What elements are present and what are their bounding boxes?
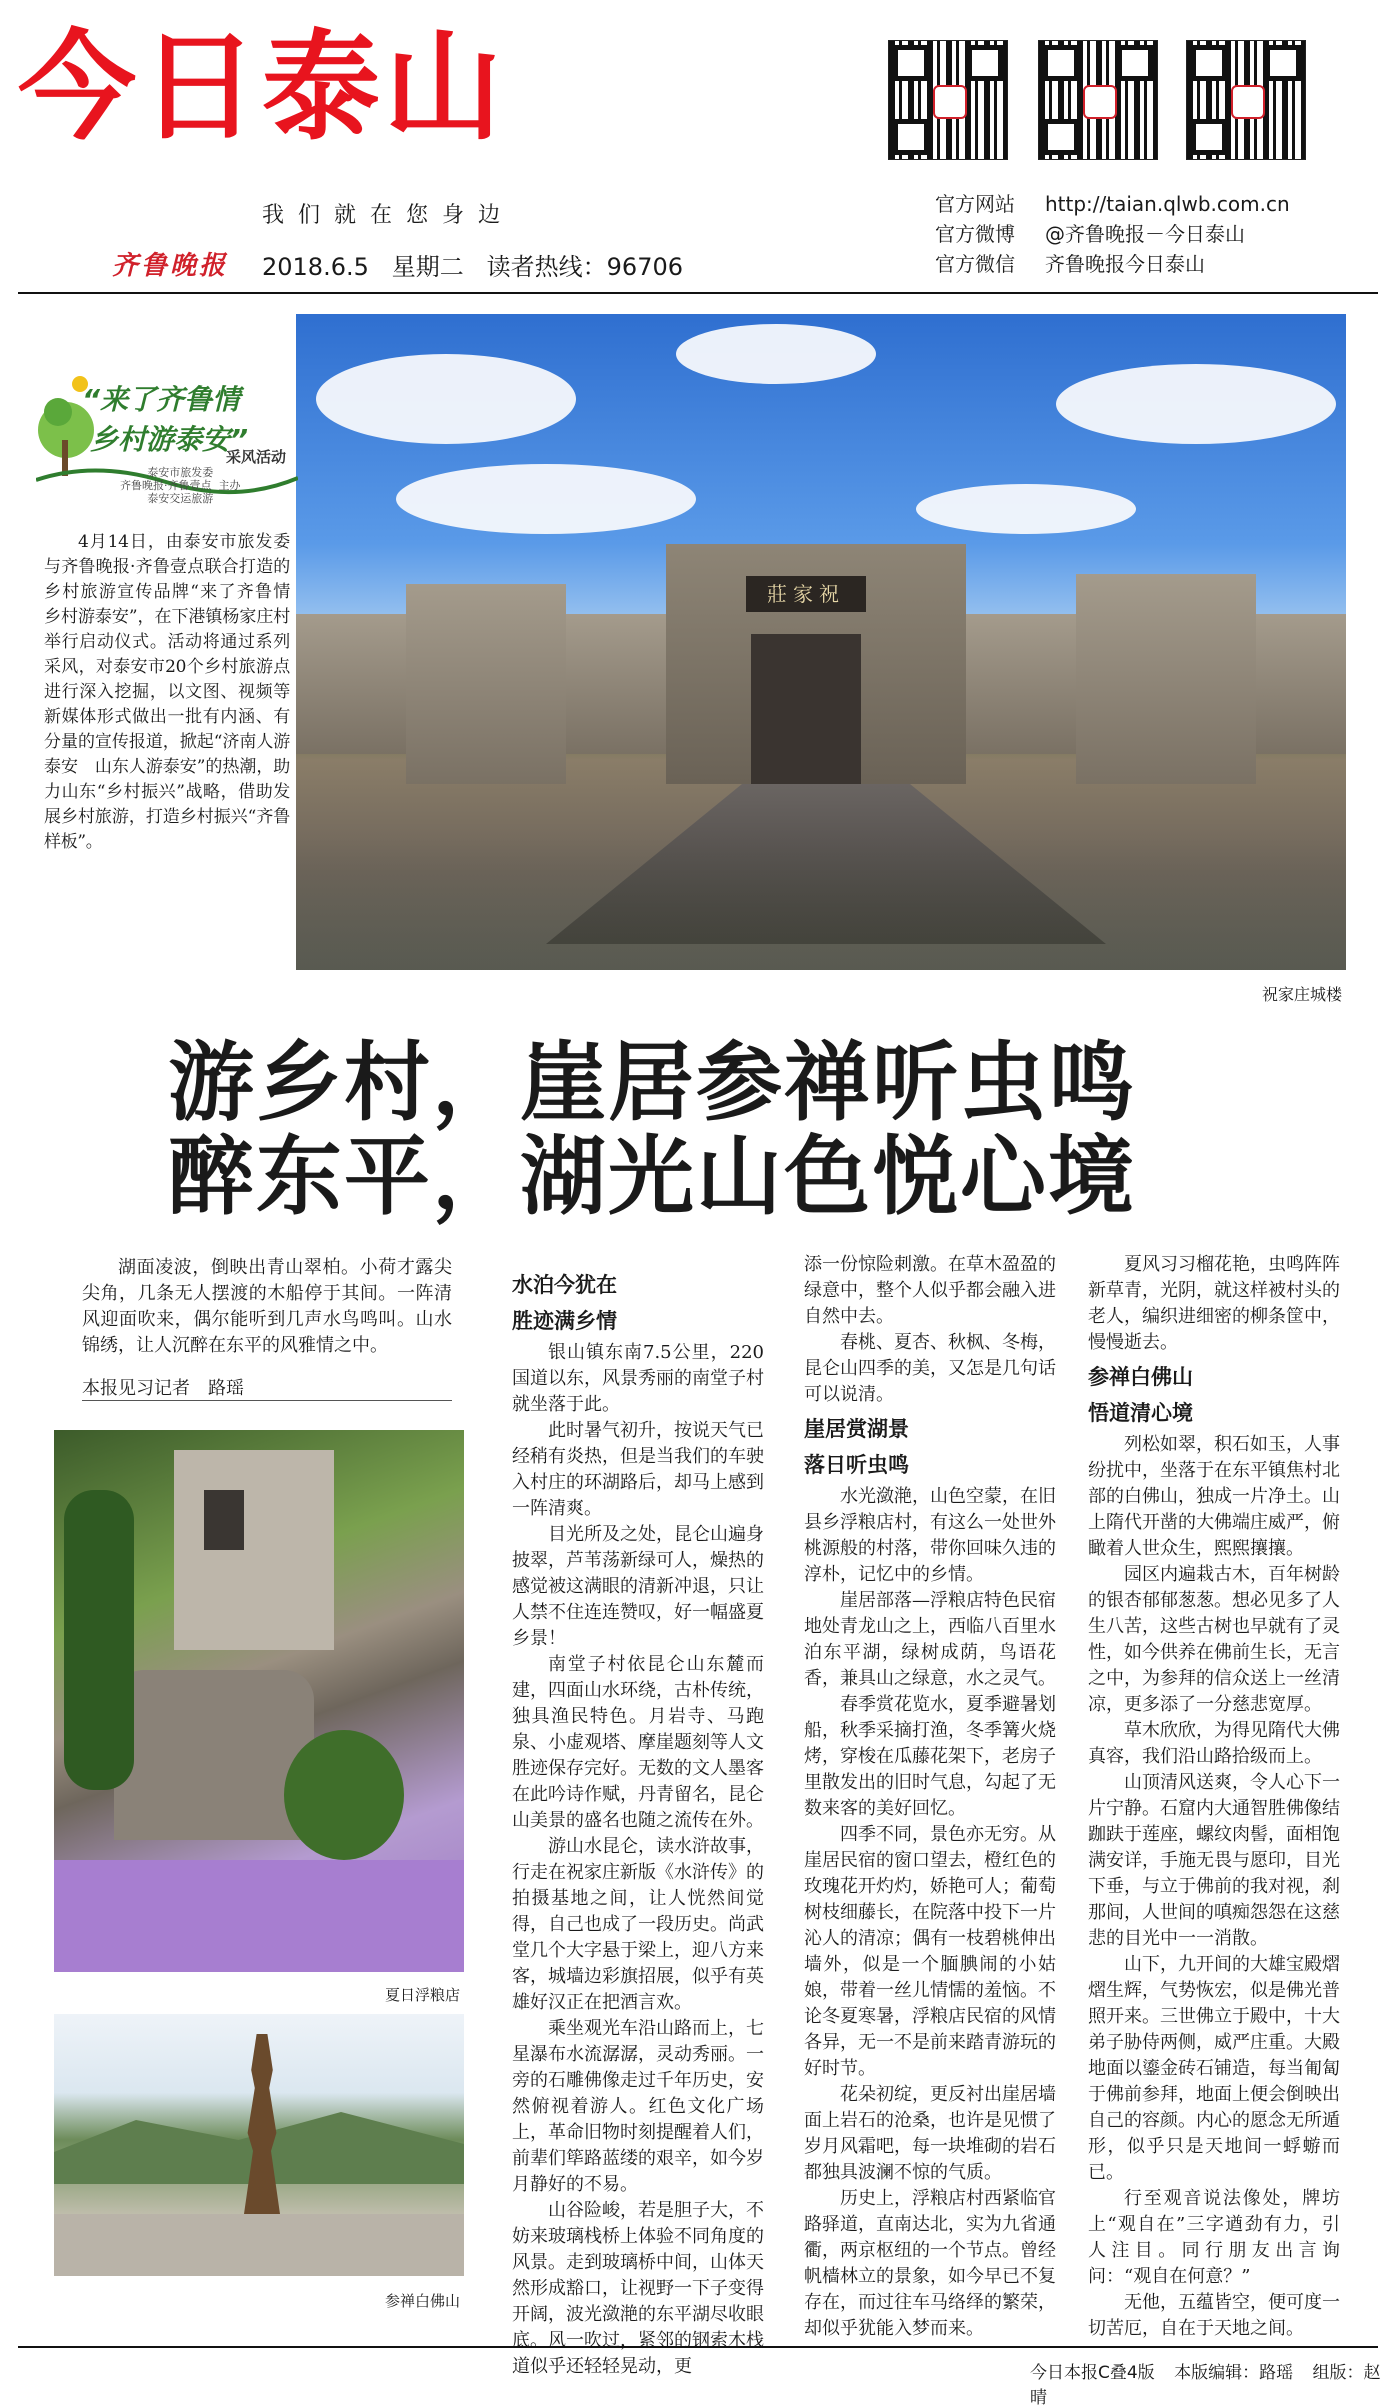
photo-baifoshan	[54, 2014, 464, 2276]
footer	[1030, 2358, 1395, 2408]
paragraph: 四季不同，景色亦无穷。从崖居民宿的窗口望去，橙红色的玫瑰花开灼灼，娇艳可人；葡萄树枝细藤长，在院落中投下一片沁人的清凉；偶有一枝碧桃伸出墙外，似是一个腼腆闹的小姑娘，带着一丝儿情懦的羞恼。不论冬夏寒暑，浮粮店民宿的风情各异，无一不是前来踏青游玩的好时节。	[804, 1824, 1056, 2079]
article-lead: 湖面凌波，倒映出青山翠柏。小荷才露尖尖角，几条无人摆渡的木船停于其间。一阵清风迎面吹来，偶尔能听到几声水鸟鸣叫。山水锦绣，让人沉醉在东平的风雅情之中。	[82, 1257, 452, 1356]
gate-sign: 莊家祝	[746, 576, 866, 612]
masthead-title: 今日泰山	[18, 18, 507, 156]
footer-editor: 本版编辑：路瑶	[1174, 2363, 1294, 2383]
dateline	[262, 247, 683, 282]
paragraph: 目光所及之处，昆仑山遍身披翠，芦苇荡新绿可人，燥热的感觉被这满眼的清新冲退，只让人禁不住连连赞叹，好一幅盛夏乡景！	[512, 1524, 764, 1649]
paragraph: 此时暑气初升，按说天气已经稍有炎热，但是当我们的车驶入村庄的环湖路后，却马上感到一阵清爽。	[512, 1420, 764, 1519]
paragraph: 春桃、夏杏、秋枫、冬梅，昆仑山四季的美，又怎是几句话可以说清。	[804, 1332, 1056, 1405]
qr-code-website	[888, 40, 1008, 160]
paragraph: 乘坐观光车沿山路而上，七星瀑布水流潺潺，灵动秀丽。一旁的石雕佛像走过千年历史，安然俯视着游人。红色文化广场上，革命旧物时刻提醒着人们，前辈们筚路蓝缕的艰辛，如今岁月静好的不易。	[512, 2018, 764, 2195]
campaign-intro: 4月14日，由泰安市旅发委与齐鲁晚报·齐鲁壹点联合打造的乡村旅游宣传品牌“来了齐鲁情 乡村游泰安”，在下港镇杨家庄村举行启动仪式。活动将通过系列采风，对泰安市20个乡村旅游点进行深入挖掘，以文图、视频等新媒体形式做出一批有内涵、有分量的宣传报道，掀起“济南人游泰安 山东人游泰安”的热潮，助力山东“乡村振兴”战略，借助发展乡村旅游，打造乡村振兴“齐鲁样板”。	[44, 532, 290, 852]
paragraph: 山谷险峻，若是胆子大，不妨来玻璃栈桥上体验不同角度的风景。走到玻璃桥中间，山体天然形成豁口，让视野一下子变得开阔，波光潋滟的东平湖尽收眼底。风一吹过，紧邻的钢索木栈道似乎还轻轻晃动，更	[512, 2200, 764, 2377]
campaign-title-line1: “来了齐鲁情	[82, 383, 241, 416]
campaign-organizers: 泰安市旅发委 齐鲁晚报·齐鲁壹点 主办 泰安交运旅游	[120, 466, 241, 505]
paragraph: 水光潋滟，山色空蒙，在旧县乡浮粮店村，有这么一处世外桃源般的村落，带你回味久违的淳朴，记忆中的乡情。	[804, 1486, 1056, 1585]
website-link[interactable]: http://taian.qlwb.com.cn	[1045, 192, 1290, 216]
official-weibo: 官方微博 @齐鲁晚报－今日泰山	[935, 222, 1245, 246]
paragraph: 历史上，浮粮店村西紧临官路驿道，直南达北，实为九省通衢，两京枢纽的一个节点。曾经帆樯林立的景象，如今早已不复存在，而过往车马络绎的繁荣，却似乎犹能入梦而来。	[804, 2188, 1056, 2339]
paragraph: 春季赏花览水，夏季避暑划船，秋季采摘打渔，冬季篝火烧烤，穿梭在瓜藤花架下，老房子里散发出的旧时气息，勾起了无数来客的美好回忆。	[804, 1694, 1056, 1819]
paragraph: 山下，九开间的大雄宝殿熠熠生辉，气势恢宏，似是佛光普照开来。三世佛立于殿中，十大弟子胁侍两侧，威严庄重。大殿地面以鎏金砖石铺造，每当匍匐于佛前参拜，地面上便会倒映出自己的容颜。内心的愿念无所遁形，似乎只是天地间一蜉蝣而已。	[1088, 1954, 1340, 2183]
paragraph: 无他，五蕴皆空，便可度一切苦厄，自在于天地之间。	[1088, 2292, 1340, 2339]
footer-layout: 组版：赵晴	[1030, 2363, 1381, 2408]
byline: 本报见习记者 路瑶	[82, 1378, 244, 1399]
paragraph: 花朵初绽，更反衬出崖居墙面上岩石的沧桑，也许是见惯了岁月风霜吧，每一块堆砌的岩石都独具波澜不惊的气质。	[804, 2084, 1056, 2183]
qr-code-wechat	[1186, 40, 1306, 160]
brand-name: 齐鲁晚报	[112, 251, 229, 281]
issue-date: 2018.6.5	[262, 253, 369, 281]
official-website: 官方网站 http://taian.qlwb.com.cn	[935, 192, 1290, 216]
hero-caption: 祝家庄城楼	[1262, 985, 1343, 1004]
section-heading-3a: 参禅白佛山	[1088, 1365, 1193, 1389]
official-wechat: 官方微信 齐鲁晚报今日泰山	[935, 252, 1205, 276]
paragraph: 行至观音说法像处，牌坊上“观自在”三字遒劲有力，引人注目。同行朋友出言询问：“观自在何意？”	[1088, 2188, 1340, 2287]
hero-photo-zhujiazhuang-gate	[296, 314, 1346, 970]
byline-divider	[82, 1400, 452, 1401]
paragraph: 崖居部落—浮粮店特色民宿地处青龙山之上，西临八百里水泊东平湖，绿树成荫，鸟语花香，兼具山之绿意，水之灵气。	[804, 1590, 1056, 1689]
paragraph: 列松如翠，积石如玉，人事纷扰中，坐落于在东平镇焦村北部的白佛山，独成一片净土。山上隋代开凿的大佛端庄威严，俯瞰着人世众生，熙熙攘攘。	[1088, 1434, 1340, 1559]
photo1-caption: 夏日浮粮店	[385, 1986, 461, 2004]
paragraph: 山顶清风送爽，令人心下一片宁静。石窟内大通智胜佛像结跏趺于莲座，螺纹肉髻，面相饱满安详，手施无畏与愿印，目光下垂，与立于佛前的我对视，刹那间，人世间的嗔痴怨怨在这慈悲的目光中一一消散。	[1088, 1772, 1340, 1949]
section-heading-3b: 悟道清心境	[1088, 1401, 1193, 1425]
slogan: 我们就在您身边	[262, 203, 515, 228]
reader-hotline: 读者热线：96706	[486, 253, 684, 281]
paragraph: 园区内遍栽古木，百年树龄的银杏郁郁葱葱。想必见多了人生八苦，这些古树也早就有了灵性，如今供养在佛前生长，无言之中，为参拜的信众送上一丝清凉，更多添了一分慈悲宽厚。	[1088, 1564, 1340, 1715]
paragraph: 添一份惊险刺激。在草木盈盈的绿意中，整个人似乎都会融入进自然中去。	[804, 1254, 1056, 1327]
paragraph: 银山镇东南7.5公里，220国道以东，风景秀丽的南堂子村就坐落于此。	[512, 1342, 764, 1415]
photo2-caption: 参禅白佛山	[385, 2292, 461, 2310]
paragraph: 草木欣欣，为得见隋代大佛真容，我们沿山路拾级而上。	[1088, 1720, 1340, 1767]
campaign-label: 采风活动	[226, 448, 287, 466]
campaign-title-line2: 乡村游泰安”	[90, 423, 249, 456]
article-column-2	[804, 1252, 1056, 2342]
article-column-3	[1088, 1252, 1340, 2342]
photo-fuliangdian	[54, 1430, 464, 1972]
footer-edition: 今日本报C叠4版	[1030, 2363, 1155, 2383]
section-heading-2a: 崖居赏湖景	[804, 1417, 909, 1441]
issue-weekday: 星期二	[391, 253, 464, 281]
article-column-1	[512, 1270, 764, 2380]
headline-line2: 醉东平，湖光山色悦心境	[168, 1127, 1136, 1227]
section-heading-1a: 水泊今犹在	[512, 1273, 617, 1297]
section-heading-1b: 胜迹满乡情	[512, 1309, 617, 1333]
section-heading-2b: 落日听虫鸣	[804, 1453, 909, 1477]
qr-code-weibo	[1038, 40, 1158, 160]
masthead-divider	[18, 292, 1378, 294]
paragraph: 夏风习习榴花艳，虫鸣阵阵新草青，光阴，就这样被村头的老人，编织进细密的柳条筐中，慢慢逝去。	[1088, 1254, 1340, 1353]
footer-divider	[18, 2346, 1378, 2348]
paragraph: 游山水昆仑，读水浒故事，行走在祝家庄新版《水浒传》的拍摄基地之间，让人恍然间觉得，自己也成了一段历史。尚武堂几个大字悬于梁上，迎八方来客，城墙边彩旗招展，似乎有英雄好汉正在把酒言欢。	[512, 1836, 764, 2013]
headline-line1: 游乡村，崖居参禅听虫鸣	[168, 1033, 1136, 1133]
paragraph: 南堂子村依昆仑山东麓而建，四面山水环绕，古朴传统，独具渔民特色。月岩寺、马跑泉、小虚观塔、摩崖题刻等人文胜迹保存完好。无数的文人墨客在此吟诗作赋，丹青留名，昆仑山美景的盛名也随之流传在外。	[512, 1654, 764, 1831]
